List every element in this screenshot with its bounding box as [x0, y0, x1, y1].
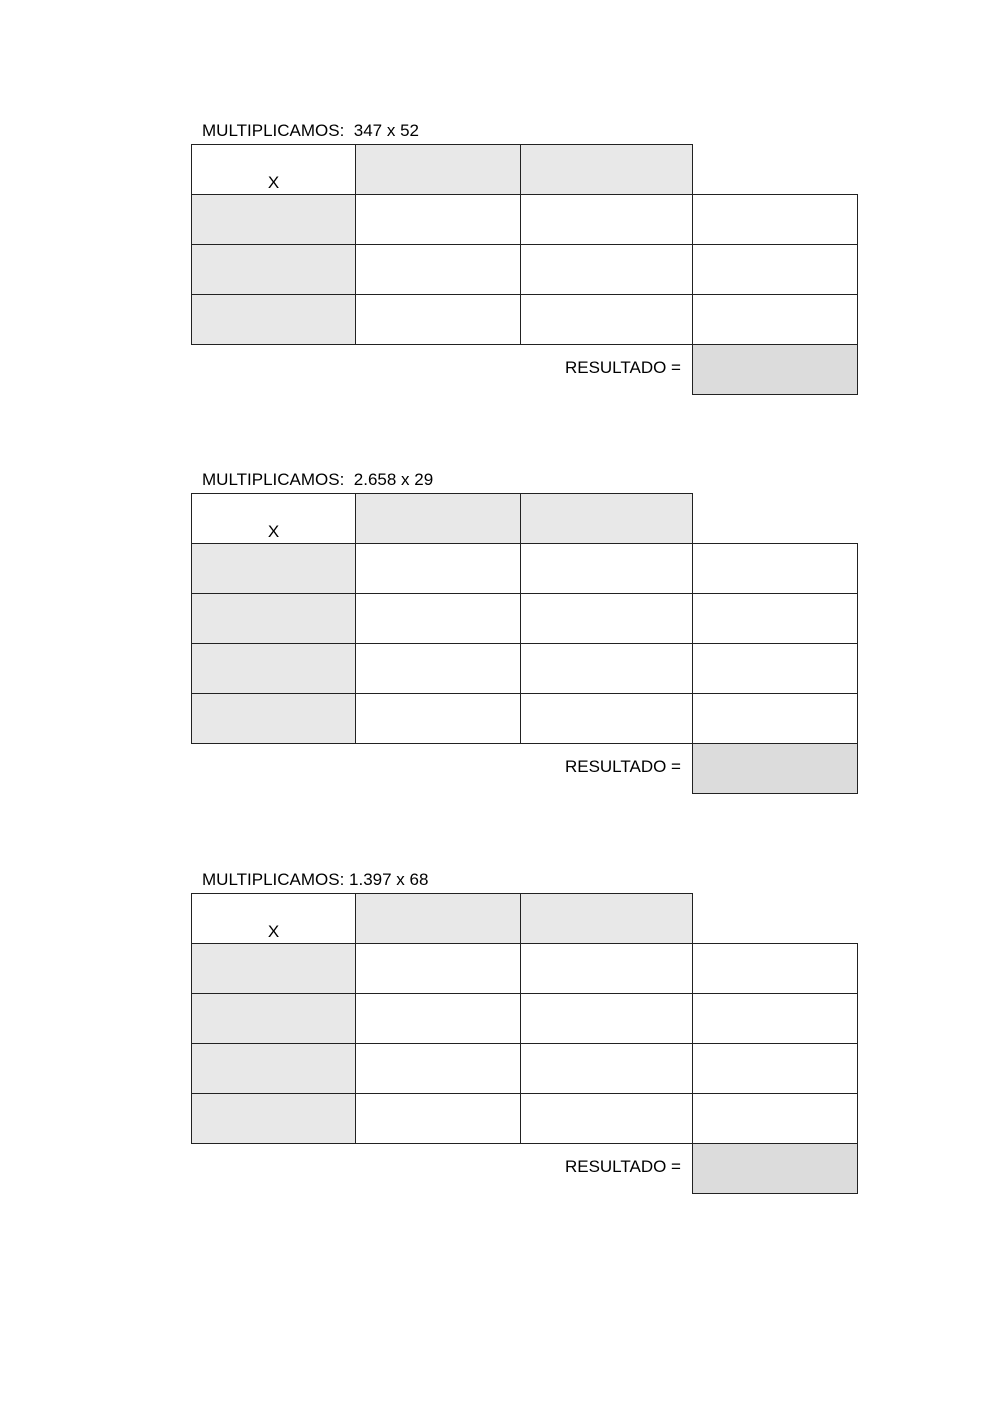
answer-input[interactable]	[356, 644, 520, 693]
row-factor-cell[interactable]	[191, 693, 356, 744]
answer-input[interactable]	[356, 195, 520, 244]
answer-input[interactable]	[521, 145, 692, 194]
answer-input[interactable]	[192, 694, 355, 743]
answer-input[interactable]	[693, 744, 857, 793]
answer-input[interactable]	[192, 295, 355, 344]
answer-input[interactable]	[356, 594, 520, 643]
product-cell[interactable]	[520, 643, 693, 694]
result-label: RESULTADO =	[564, 757, 681, 776]
result-label: RESULTADO =	[564, 358, 681, 377]
times-header-cell	[191, 144, 356, 195]
times-symbol: X	[267, 522, 280, 541]
row-factor-cell[interactable]	[191, 1043, 356, 1094]
product-cell[interactable]	[355, 1043, 521, 1094]
product-cell[interactable]	[355, 943, 521, 994]
answer-input[interactable]	[521, 195, 692, 244]
row-factor-cell[interactable]	[191, 294, 356, 345]
answer-input[interactable]	[521, 644, 692, 693]
product-cell[interactable]	[692, 1093, 858, 1144]
answer-input[interactable]	[693, 994, 857, 1043]
product-cell[interactable]	[520, 593, 693, 644]
answer-input[interactable]	[192, 195, 355, 244]
answer-input[interactable]	[521, 1094, 692, 1143]
product-cell[interactable]	[355, 993, 521, 1044]
answer-input[interactable]	[693, 594, 857, 643]
answer-input[interactable]	[356, 145, 520, 194]
answer-input[interactable]	[521, 1044, 692, 1093]
row-factor-cell[interactable]	[191, 244, 356, 295]
answer-input[interactable]	[356, 295, 520, 344]
answer-input[interactable]	[693, 694, 857, 743]
factor-digit-cell[interactable]	[520, 493, 693, 544]
product-cell[interactable]	[520, 943, 693, 994]
answer-input[interactable]	[521, 944, 692, 993]
answer-input[interactable]	[693, 944, 857, 993]
answer-input[interactable]	[521, 245, 692, 294]
product-cell[interactable]	[692, 294, 858, 345]
answer-input[interactable]	[521, 694, 692, 743]
product-cell[interactable]	[692, 543, 858, 594]
answer-input[interactable]	[356, 494, 520, 543]
times-header-cell	[191, 893, 356, 944]
product-cell[interactable]	[692, 194, 858, 245]
answer-input[interactable]	[521, 544, 692, 593]
factor-digit-cell[interactable]	[355, 893, 521, 944]
times-header-cell	[191, 493, 356, 544]
answer-input[interactable]	[693, 295, 857, 344]
product-cell[interactable]	[355, 543, 521, 594]
result-cell[interactable]	[692, 1143, 858, 1194]
exercise-title: MULTIPLICAMOS: 347 x 52	[202, 121, 419, 140]
factor-digit-cell[interactable]	[520, 893, 693, 944]
answer-input[interactable]	[521, 295, 692, 344]
product-cell[interactable]	[520, 993, 693, 1044]
exercise-title: MULTIPLICAMOS: 2.658 x 29	[202, 470, 434, 489]
answer-input[interactable]	[693, 345, 857, 394]
answer-input[interactable]	[693, 245, 857, 294]
product-cell[interactable]	[520, 294, 693, 345]
product-cell[interactable]	[355, 244, 521, 295]
exercise-title: MULTIPLICAMOS: 1.397 x 68	[202, 870, 429, 889]
answer-input[interactable]	[693, 1094, 857, 1143]
product-cell[interactable]	[692, 693, 858, 744]
row-factor-cell[interactable]	[191, 593, 356, 644]
answer-input[interactable]	[192, 245, 355, 294]
answer-input[interactable]	[192, 544, 355, 593]
product-cell[interactable]	[520, 693, 693, 744]
result-cell[interactable]	[692, 344, 858, 395]
product-cell[interactable]	[355, 294, 521, 345]
factor-digit-cell[interactable]	[355, 493, 521, 544]
answer-input[interactable]	[521, 494, 692, 543]
product-cell[interactable]	[692, 593, 858, 644]
row-factor-cell[interactable]	[191, 943, 356, 994]
product-cell[interactable]	[692, 993, 858, 1044]
answer-input[interactable]	[693, 195, 857, 244]
product-cell[interactable]	[692, 1043, 858, 1094]
answer-input[interactable]	[356, 245, 520, 294]
row-factor-cell[interactable]	[191, 543, 356, 594]
answer-input[interactable]	[192, 944, 355, 993]
row-factor-cell[interactable]	[191, 1093, 356, 1144]
answer-input[interactable]	[693, 544, 857, 593]
product-cell[interactable]	[520, 1043, 693, 1094]
product-cell[interactable]	[692, 643, 858, 694]
product-cell[interactable]	[355, 194, 521, 245]
answer-input[interactable]	[192, 1044, 355, 1093]
product-cell[interactable]	[355, 593, 521, 644]
answer-input[interactable]	[192, 994, 355, 1043]
times-symbol: X	[267, 173, 280, 192]
answer-input[interactable]	[693, 1144, 857, 1193]
product-cell[interactable]	[355, 693, 521, 744]
product-cell[interactable]	[355, 1093, 521, 1144]
row-factor-cell[interactable]	[191, 194, 356, 245]
factor-digit-cell[interactable]	[520, 144, 693, 195]
product-cell[interactable]	[692, 943, 858, 994]
product-cell[interactable]	[520, 543, 693, 594]
answer-input[interactable]	[693, 1044, 857, 1093]
answer-input[interactable]	[693, 644, 857, 693]
product-cell[interactable]	[520, 194, 693, 245]
times-symbol: X	[267, 922, 280, 941]
row-factor-cell[interactable]	[191, 993, 356, 1044]
answer-input[interactable]	[356, 544, 520, 593]
answer-input[interactable]	[192, 1094, 355, 1143]
answer-input[interactable]	[356, 894, 520, 943]
factor-digit-cell[interactable]	[355, 144, 521, 195]
answer-input[interactable]	[521, 594, 692, 643]
result-cell[interactable]	[692, 743, 858, 794]
answer-input[interactable]	[356, 1094, 520, 1143]
product-cell[interactable]	[355, 643, 521, 694]
answer-input[interactable]	[192, 644, 355, 693]
answer-input[interactable]	[192, 594, 355, 643]
answer-input[interactable]	[356, 694, 520, 743]
answer-input[interactable]	[521, 894, 692, 943]
row-factor-cell[interactable]	[191, 643, 356, 694]
answer-input[interactable]	[521, 994, 692, 1043]
result-label: RESULTADO =	[564, 1157, 681, 1176]
product-cell[interactable]	[520, 244, 693, 295]
product-cell[interactable]	[520, 1093, 693, 1144]
answer-input[interactable]	[356, 1044, 520, 1093]
answer-input[interactable]	[356, 994, 520, 1043]
answer-input[interactable]	[356, 944, 520, 993]
product-cell[interactable]	[692, 244, 858, 295]
